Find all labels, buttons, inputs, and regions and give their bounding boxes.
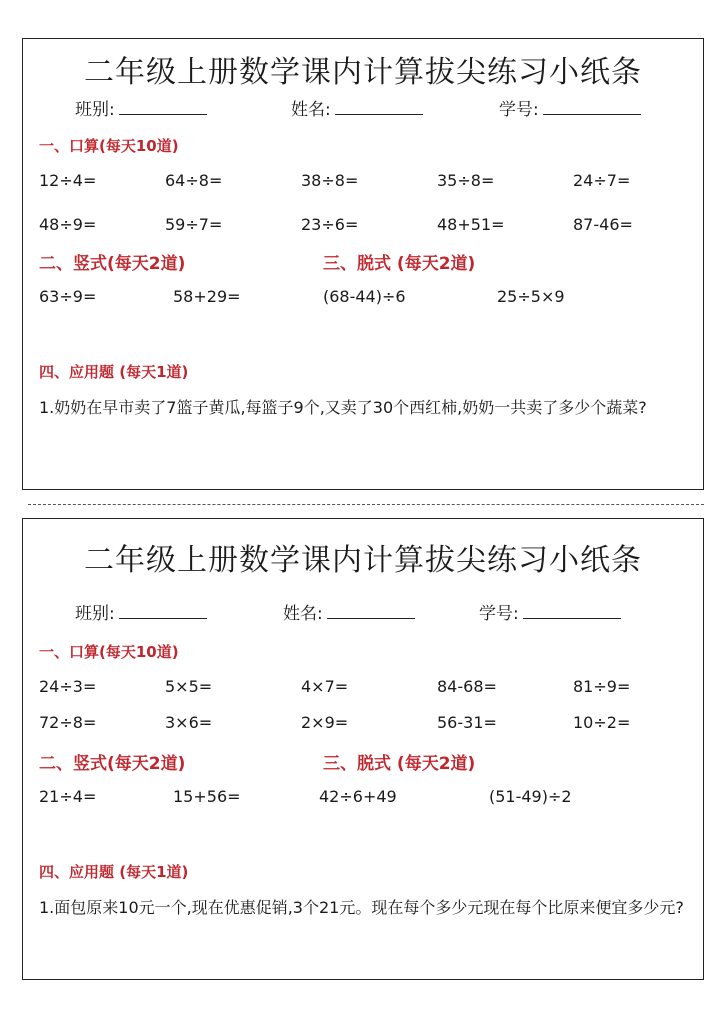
- oral-item: 10÷2=: [573, 713, 631, 732]
- vertical-item: 63÷9=: [39, 287, 97, 306]
- oral-item: 4×7=: [301, 677, 349, 696]
- class-blank[interactable]: [119, 114, 207, 115]
- word-problem-text: 1.面包原来10元一个,现在优惠促销,3个21元。现在每个多少元现在每个比原来便宜多少元?: [39, 898, 684, 917]
- oral-item: 38÷8=: [301, 171, 359, 190]
- vertical-item: 58+29=: [173, 287, 241, 306]
- cut-line: [28, 504, 704, 505]
- name-blank[interactable]: [335, 114, 423, 115]
- oral-item: 59÷7=: [165, 215, 223, 234]
- oral-item: 84-68=: [437, 677, 497, 696]
- student-id-blank[interactable]: [543, 114, 641, 115]
- word-problem-heading: 四、应用题 (每天1道): [39, 363, 189, 381]
- class-blank[interactable]: [119, 618, 207, 619]
- worksheet-card-1: [22, 38, 704, 490]
- stepwise-item: (68-44)÷6: [323, 287, 406, 306]
- student-id-label: 学号:: [499, 100, 539, 120]
- vertical-item: 15+56=: [173, 787, 241, 806]
- oral-item: 56-31=: [437, 713, 497, 732]
- oral-item: 24÷7=: [573, 171, 631, 190]
- oral-item: 23÷6=: [301, 215, 359, 234]
- vertical-section-heading: 二、竖式(每天2道): [39, 254, 186, 274]
- oral-section-heading: 一、口算(每天10道): [39, 137, 179, 155]
- oral-item: 64÷8=: [165, 171, 223, 190]
- student-id-field: [499, 95, 641, 120]
- class-field: [75, 95, 207, 120]
- student-id-label: 学号:: [479, 604, 519, 624]
- stepwise-item: 42÷6+49: [319, 787, 397, 806]
- name-blank[interactable]: [327, 618, 415, 619]
- oral-item: 5×5=: [165, 677, 213, 696]
- worksheet-title: 二年级上册数学课内计算拔尖练习小纸条: [84, 55, 642, 90]
- class-label: 班别:: [75, 100, 115, 120]
- oral-item: 72÷8=: [39, 713, 97, 732]
- name-label: 姓名:: [283, 604, 323, 624]
- stepwise-item: (51-49)÷2: [489, 787, 572, 806]
- oral-item: 48+51=: [437, 215, 505, 234]
- oral-section-heading: 一、口算(每天10道): [39, 643, 179, 661]
- stepwise-section-heading: 三、脱式 (每天2道): [323, 754, 476, 774]
- stepwise-item: 25÷5×9: [497, 287, 565, 306]
- vertical-section-heading: 二、竖式(每天2道): [39, 754, 186, 774]
- class-field: [75, 599, 207, 624]
- student-id-field: [479, 599, 621, 624]
- class-label: 班别:: [75, 604, 115, 624]
- oral-item: 87-46=: [573, 215, 633, 234]
- word-problem-heading: 四、应用题 (每天1道): [39, 863, 189, 881]
- oral-item: 81÷9=: [573, 677, 631, 696]
- worksheet-title: 二年级上册数学课内计算拔尖练习小纸条: [84, 543, 642, 578]
- name-field: [283, 599, 415, 624]
- worksheet-card-2: [22, 518, 704, 980]
- student-id-blank[interactable]: [523, 618, 621, 619]
- oral-item: 3×6=: [165, 713, 213, 732]
- word-problem-text: 1.奶奶在早市卖了7篮子黄瓜,每篮子9个,又卖了30个西红柿,奶奶一共卖了多少个蔬菜?: [39, 398, 647, 417]
- oral-item: 2×9=: [301, 713, 349, 732]
- oral-item: 12÷4=: [39, 171, 97, 190]
- name-label: 姓名:: [291, 100, 331, 120]
- oral-item: 24÷3=: [39, 677, 97, 696]
- name-field: [291, 95, 423, 120]
- vertical-item: 21÷4=: [39, 787, 97, 806]
- oral-item: 48÷9=: [39, 215, 97, 234]
- oral-item: 35÷8=: [437, 171, 495, 190]
- stepwise-section-heading: 三、脱式 (每天2道): [323, 254, 476, 274]
